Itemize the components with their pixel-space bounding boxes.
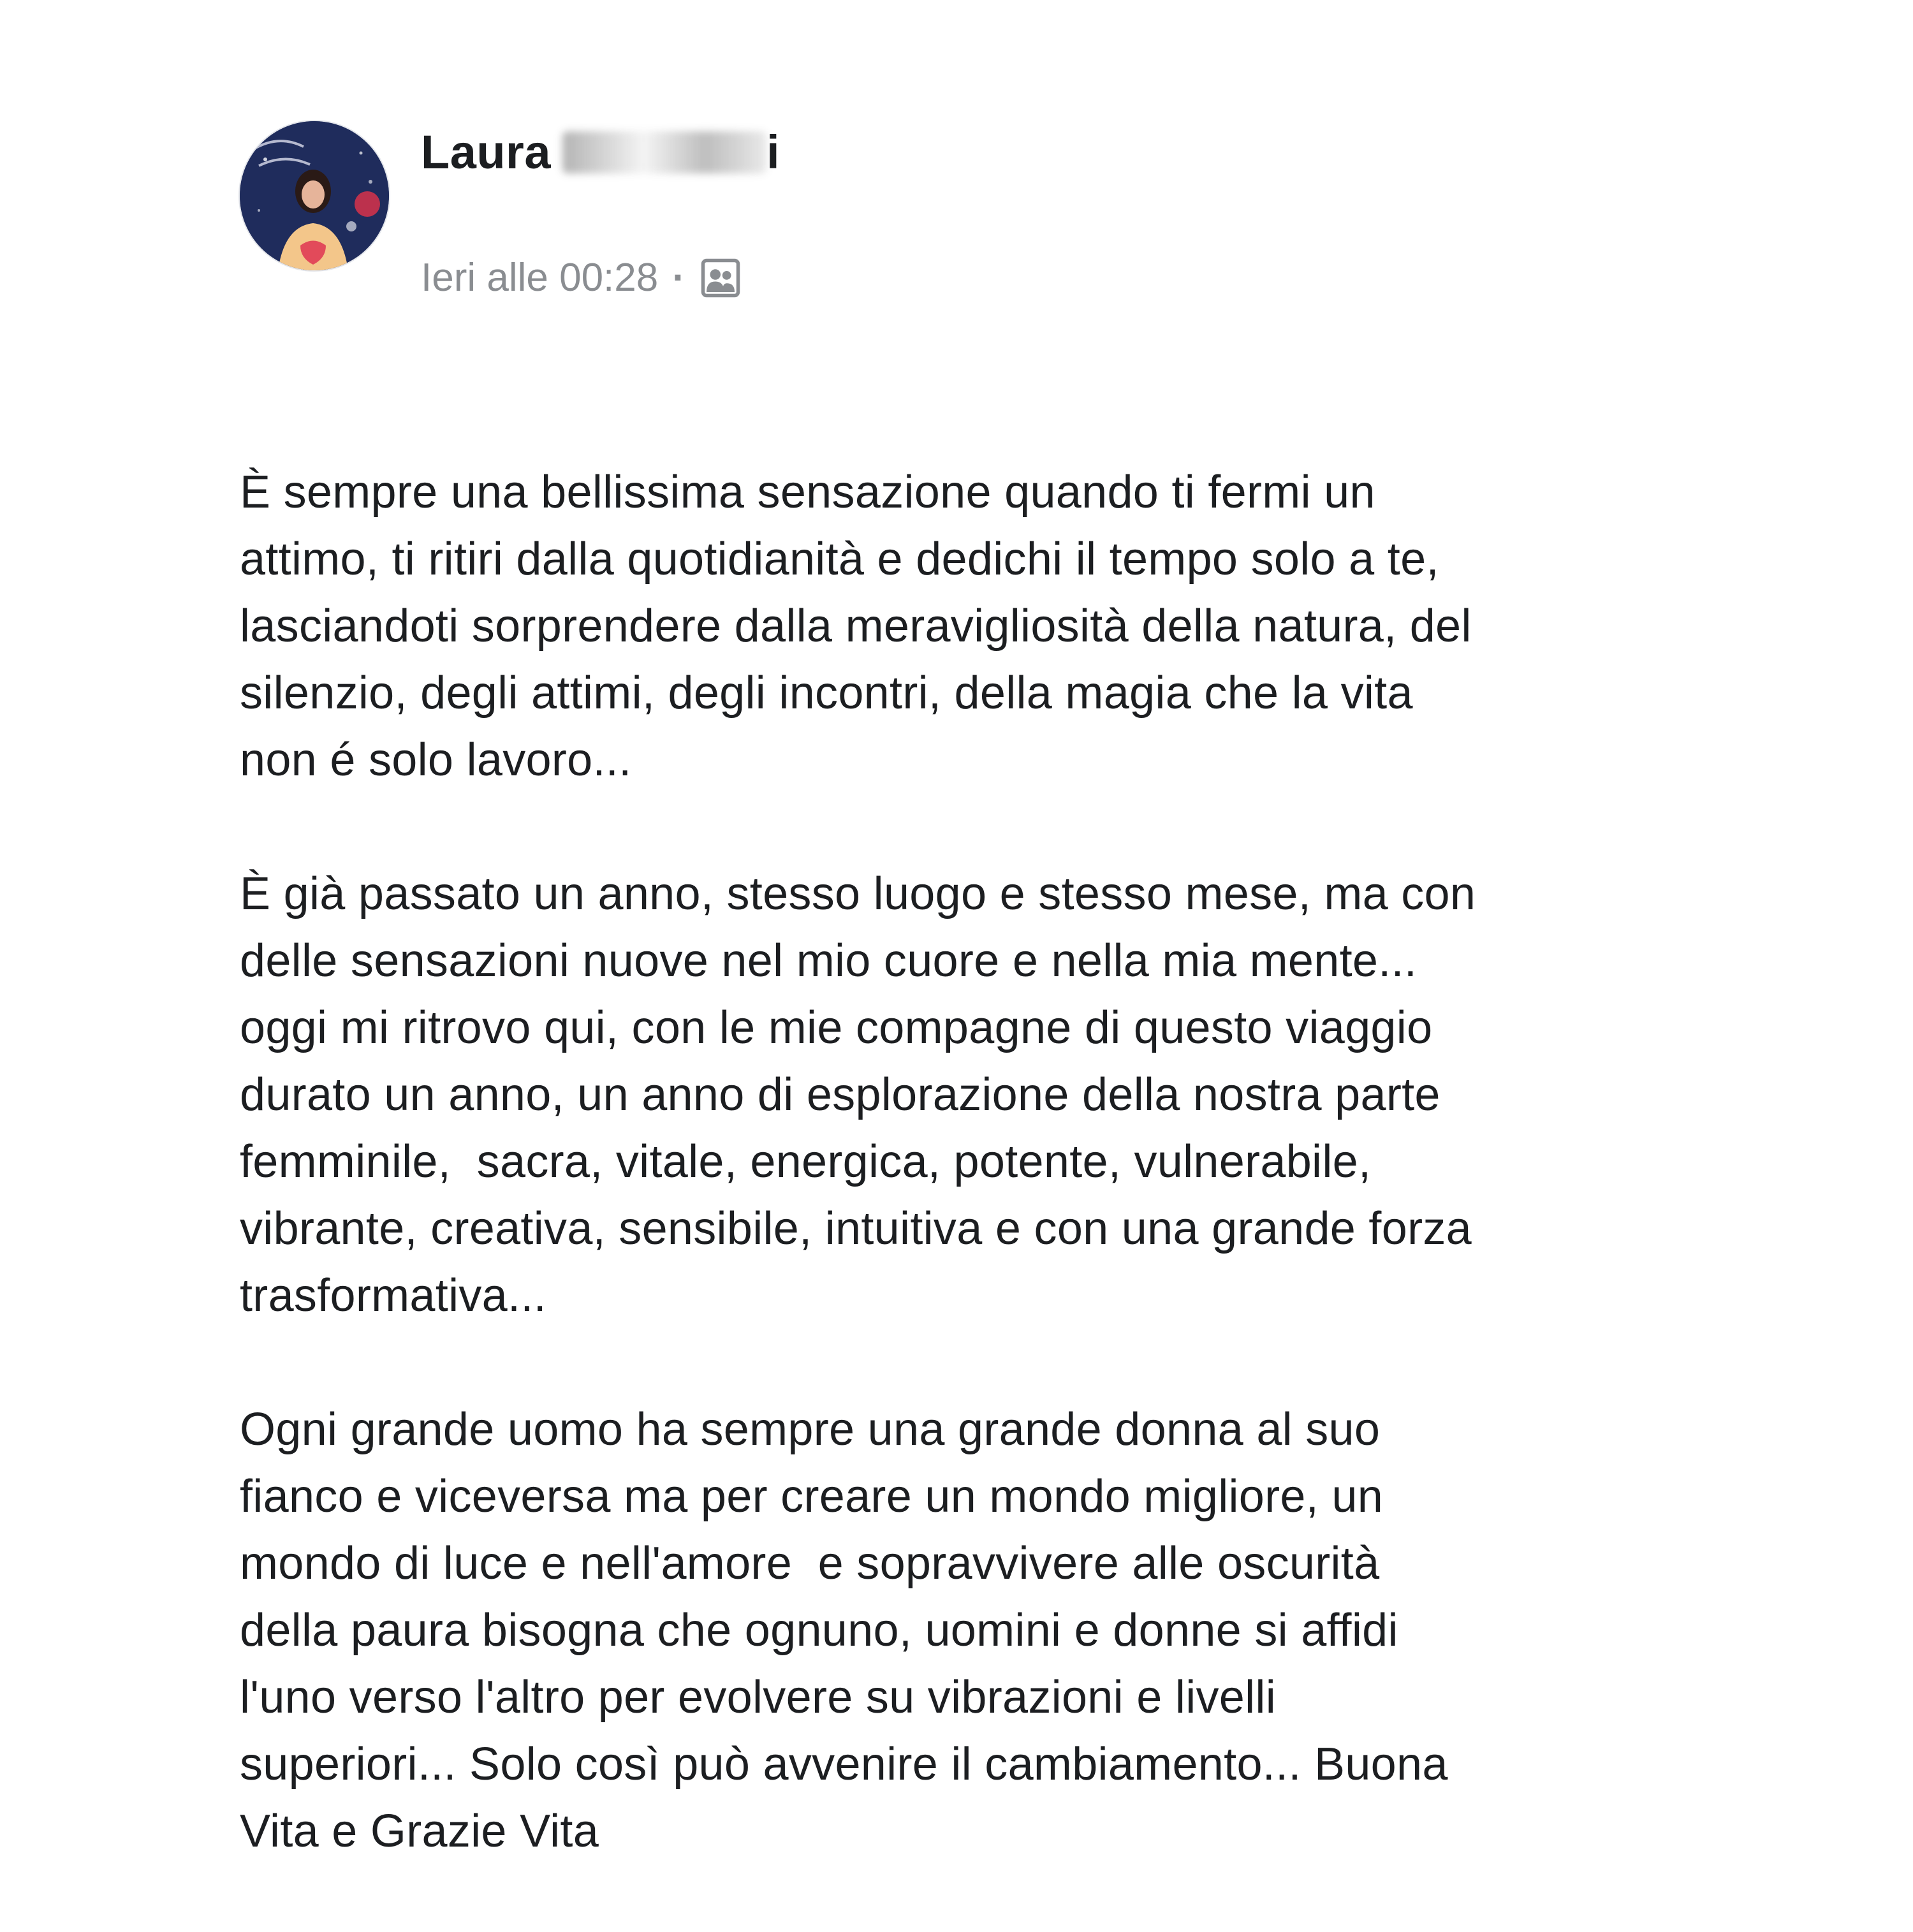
post-header bbox=[240, 121, 1706, 312]
meta-separator: · bbox=[672, 256, 685, 300]
author-name-tail: i bbox=[766, 126, 781, 179]
text-line: Ogni grande uomo ha sempre una grande donna al suo bbox=[240, 1404, 1381, 1455]
text-line: È già passato un anno, stesso luogo e stesso mese, ma con bbox=[240, 868, 1476, 919]
post-timestamp[interactable]: Ieri alle 00:28 bbox=[421, 256, 659, 300]
author-name[interactable] bbox=[421, 125, 780, 179]
text-line: silenzio, degli attimi, degli incontri, della magia che la vita bbox=[240, 668, 1413, 719]
post-paragraph-3 bbox=[240, 1396, 1706, 1865]
text-line: superiori... Solo così può avvenire il cambiamento... Buona bbox=[240, 1739, 1448, 1790]
text-line: non é solo lavoro... bbox=[240, 735, 632, 786]
profile-photo-icon[interactable] bbox=[240, 121, 389, 270]
post-paragraph-1 bbox=[240, 459, 1706, 794]
text-line: attimo, ti ritiri dalla quotidianità e dedichi il tempo solo a te, bbox=[240, 534, 1439, 585]
text-line: della paura bisogna che ognuno, uomini e donne si affidi bbox=[240, 1605, 1398, 1656]
post-meta bbox=[421, 255, 742, 300]
avatar-image bbox=[240, 121, 389, 270]
post-body bbox=[240, 459, 1706, 1865]
post-card bbox=[240, 121, 1706, 1932]
text-line: femminile, sacra, vitale, energica, potente, vulnerabile, bbox=[240, 1136, 1372, 1187]
text-line: lasciandoti sorprendere dalla meravigliosità della natura, del bbox=[240, 601, 1472, 652]
post-paragraph-2 bbox=[240, 861, 1706, 1329]
text-line: fianco e viceversa ma per creare un mondo migliore, un bbox=[240, 1471, 1384, 1522]
text-line: durato un anno, un anno di esplorazione della nostra parte bbox=[240, 1069, 1440, 1120]
text-line: È sempre una bellissima sensazione quando ti fermi un bbox=[240, 467, 1375, 518]
text-line: vibrante, creativa, sensibile, intuitiva e con una grande forza bbox=[240, 1203, 1472, 1254]
friends-audience-icon[interactable] bbox=[700, 257, 742, 299]
author-first-name: Laura bbox=[421, 126, 552, 179]
text-line: l'uno verso l'altro per evolvere su vibrazioni e livelli bbox=[240, 1672, 1277, 1723]
text-line: Vita e Grazie Vita bbox=[240, 1806, 599, 1857]
text-line: mondo di luce e nell'amore e sopravvivere alle oscurità bbox=[240, 1538, 1380, 1589]
text-line: trasformativa... bbox=[240, 1270, 546, 1321]
redacted-name-blur bbox=[562, 131, 766, 173]
text-line: delle sensazioni nuove nel mio cuore e nella mia mente... bbox=[240, 935, 1418, 986]
text-line: oggi mi ritrovo qui, con le mie compagne di questo viaggio bbox=[240, 1002, 1433, 1053]
